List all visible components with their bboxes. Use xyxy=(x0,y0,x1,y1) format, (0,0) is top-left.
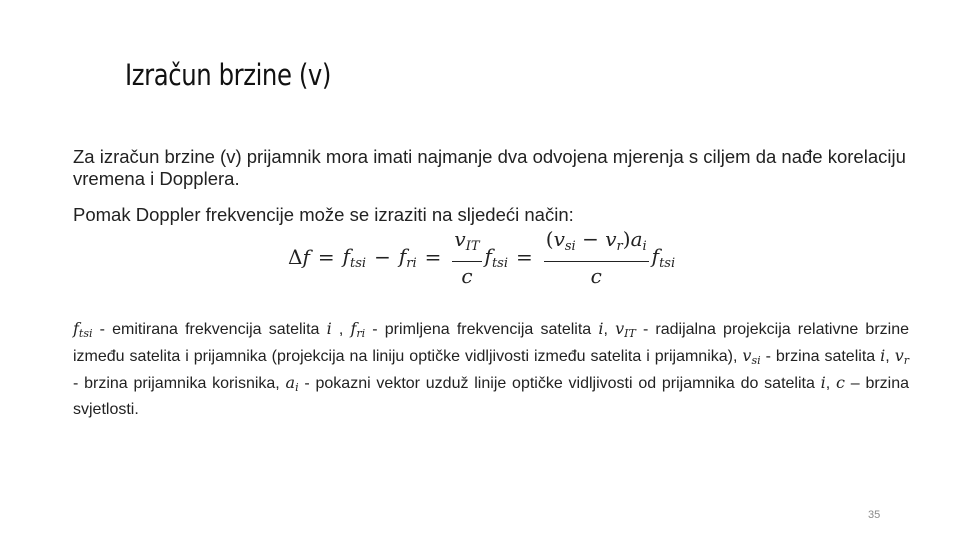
formula-f-tsi-2: $f_{tsi}$ xyxy=(484,243,508,271)
sym-v-si: $v_{si}$ xyxy=(742,346,761,367)
formula-equals-2: = xyxy=(424,245,442,269)
sym-v-it: $v_{IT}$ xyxy=(615,319,636,340)
symbol-legend-paragraph: $f_{tsi}$ - emitirana frekvencija satelita i , $f_{ri}$ - primljena frekvencija satelita i, $v_{IT}$ - radijalna projekcija relativne brzine između satelita i prijamnika (projekcija na liniju optičke vidljivosti između satelita i prijamnika), $v_{si}$ - brzina satelita i, $v_r$ - brzina prijamnika korisnika, $a_i$ - pokazni vektor uzduž linije optičke vidljivosti od prijamnika do satelita i, c – brzina svjetlosti. xyxy=(73,319,910,418)
formula-minus: − xyxy=(374,245,391,269)
formula-equals-3: = xyxy=(516,245,533,269)
doppler-shift-formula xyxy=(288,226,675,288)
doppler-intro-paragraph: Pomak Doppler frekvencije može se izraziti na sljedeći način: xyxy=(73,204,574,225)
sym-f-ri: $f_{ri}$ xyxy=(350,319,366,340)
formula-f: f xyxy=(302,245,310,269)
formula-f-tsi-3: $f_{tsi}$ xyxy=(651,243,676,271)
sym-v-r: $v_r$ xyxy=(894,346,910,367)
formula-equals-1: = xyxy=(317,245,335,269)
sym-a-i: $a_i$ xyxy=(285,373,299,394)
sym-f-tsi: $f_{tsi}$ xyxy=(73,319,93,340)
formula-fraction-2: $\frac{(v_{si} - v_r)a_i}{c}$ xyxy=(545,226,647,288)
formula-f-tsi: $f_{tsi}$ xyxy=(342,243,367,271)
formula-fraction-1: $\frac{v_{IT}}{c}$ xyxy=(454,226,480,288)
intro-paragraph: Za izračun brzine (v) prijamnik mora imati najmanje dva odvojena mjerenja s ciljem da nađe korelaciju vremena i Dopplera. xyxy=(73,146,906,189)
formula-f-ri: $f_{ri}$ xyxy=(398,243,417,271)
slide-title: Izračun brzine (v) xyxy=(125,58,331,92)
page-number: 35 xyxy=(868,509,881,521)
formula-delta: Δ xyxy=(288,245,303,269)
